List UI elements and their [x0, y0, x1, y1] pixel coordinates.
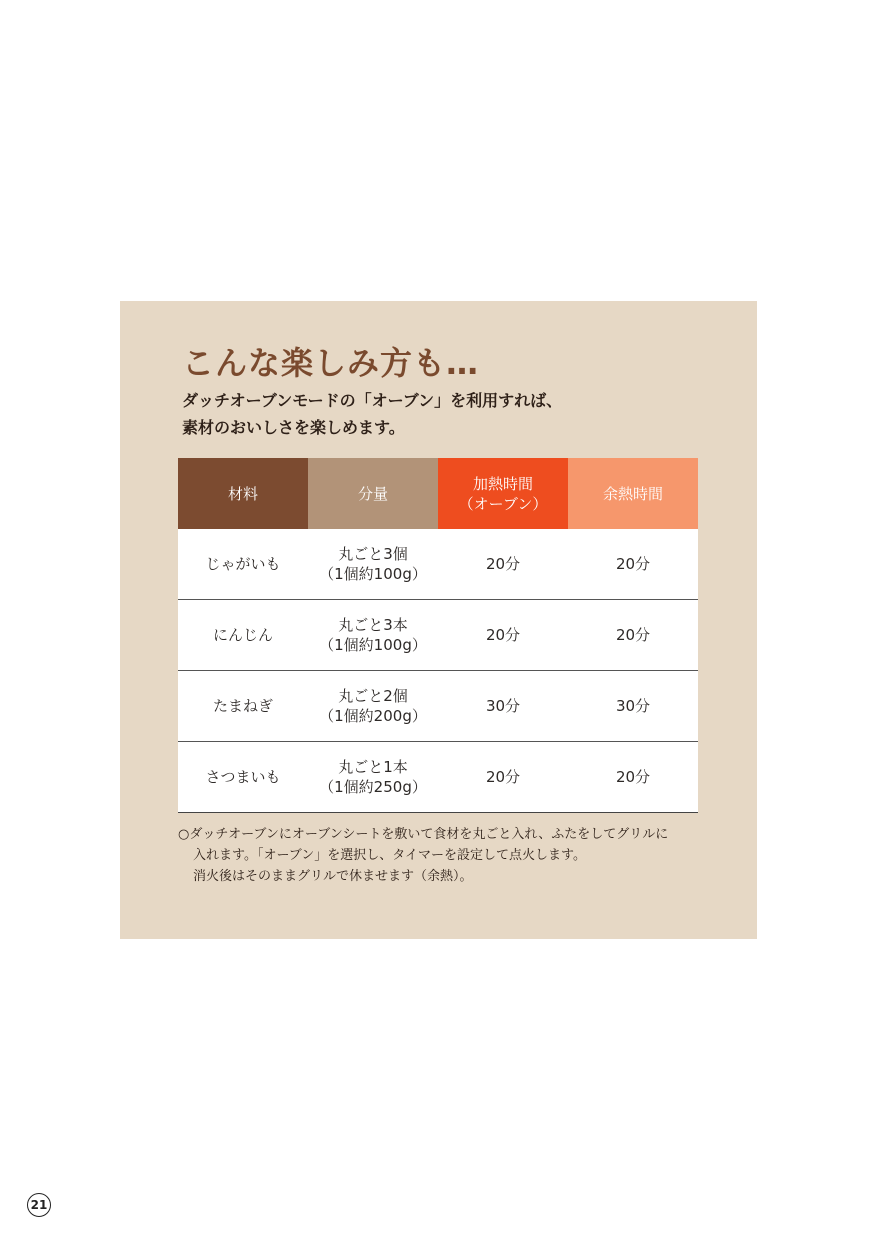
note-line-1: ○ダッチオーブンにオーブンシートを敷いて食材を丸ごと入れ、ふたをしてグリルに	[178, 827, 669, 842]
cell-amount-line1: 丸ごと3本	[338, 616, 408, 634]
table-row	[178, 600, 698, 671]
cell-ingredient: さつまいも	[178, 742, 308, 813]
cell-amount-line2: （1個約100g）	[319, 636, 427, 654]
cell-amount-line2: （1個約200g）	[319, 707, 427, 725]
cell-heat-time: 20分	[438, 529, 568, 600]
cell-amount-line1: 丸ごと3個	[338, 545, 408, 563]
cell-amount-line2: （1個約250g）	[319, 778, 427, 796]
page-number: 21	[27, 1193, 51, 1217]
cell-amount-line1: 丸ごと2個	[338, 687, 408, 705]
cell-amount	[308, 742, 438, 813]
cell-rest-time: 20分	[568, 742, 698, 813]
cell-rest-time: 30分	[568, 671, 698, 742]
section-title: こんな楽しみ方も…	[182, 344, 480, 382]
cell-rest-time: 20分	[568, 600, 698, 671]
header-heat-time-line2: （オーブン）	[458, 494, 548, 513]
cell-ingredient: じゃがいも	[178, 529, 308, 600]
header-amount: 分量	[308, 458, 438, 529]
cell-ingredient: たまねぎ	[178, 671, 308, 742]
cell-rest-time: 20分	[568, 529, 698, 600]
header-heat-time-line1: 加熱時間	[472, 474, 533, 493]
usage-note	[178, 824, 718, 887]
note-line-3: 消火後はそのままグリルで休ませます（余熱）。	[193, 869, 473, 884]
header-ingredient: 材料	[178, 458, 308, 529]
table-row	[178, 671, 698, 742]
recipe-table	[178, 458, 698, 813]
cell-heat-time: 20分	[438, 742, 568, 813]
table-row	[178, 529, 698, 600]
lead-line-2: 素材のおいしさを楽しめます。	[182, 418, 405, 437]
cell-amount-line2: （1個約100g）	[319, 565, 427, 583]
cell-amount-line1: 丸ごと1本	[338, 758, 408, 776]
table-row	[178, 742, 698, 813]
cell-ingredient: にんじん	[178, 600, 308, 671]
note-line-2: 入れます。「オーブン」を選択し、タイマーを設定して点火します。	[193, 848, 586, 863]
cell-heat-time: 30分	[438, 671, 568, 742]
cell-amount	[308, 600, 438, 671]
cell-heat-time: 20分	[438, 600, 568, 671]
cell-amount	[308, 529, 438, 600]
lead-line-1: ダッチオーブンモードの「オーブン」を利用すれば、	[182, 391, 563, 410]
header-heat-time	[438, 458, 568, 529]
table-header-row	[178, 458, 698, 529]
cell-amount	[308, 671, 438, 742]
header-rest-time: 余熱時間	[568, 458, 698, 529]
lead-text	[182, 387, 562, 441]
